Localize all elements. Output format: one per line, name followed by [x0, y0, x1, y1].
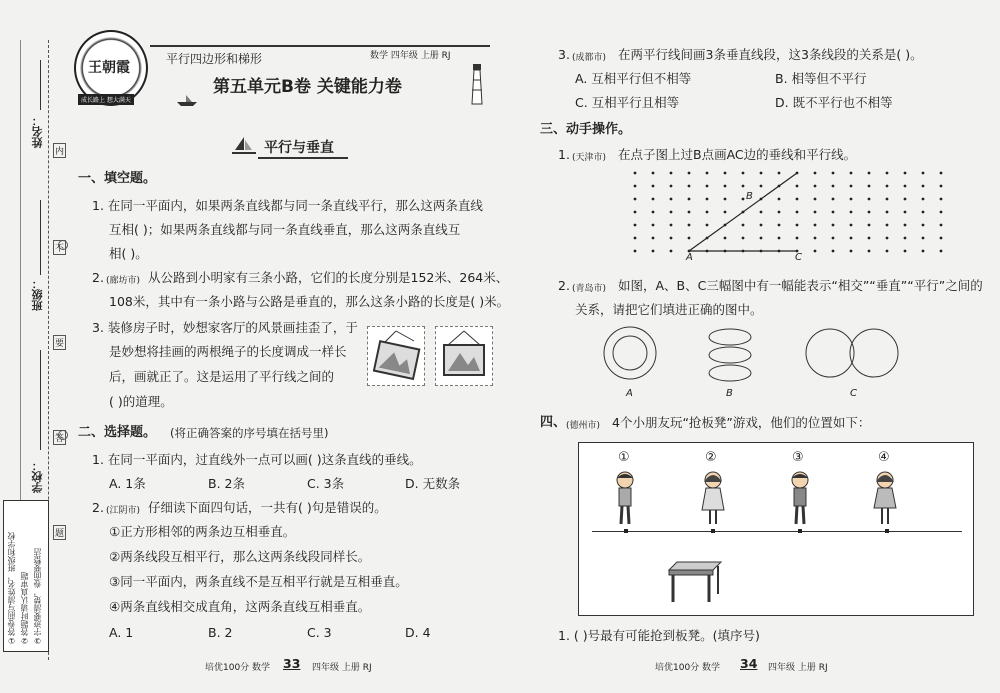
grid-dot [814, 250, 817, 253]
kid-number-3: ③ [792, 450, 804, 465]
q2-region-tag: (廊坊市) [106, 276, 141, 286]
grid-dot [634, 185, 637, 188]
grid-dot [814, 172, 817, 175]
q3-line4: ( )的道理。 [109, 394, 173, 409]
sidebar-circle [58, 240, 68, 250]
grid-dot [724, 237, 727, 240]
grid-dot [832, 224, 835, 227]
school-field[interactable] [40, 350, 41, 450]
grid-dot [706, 185, 709, 188]
grid-dot [742, 224, 745, 227]
sidebar-circle [58, 430, 68, 440]
grid-dot [634, 224, 637, 227]
banner-title: 平行与垂直 [264, 140, 334, 156]
class-label: 班级： [31, 278, 44, 311]
q1-line1: 1. 在同一平面内，如果两条直线都与同一条直线平行，那么这两条直线 [92, 198, 483, 213]
section-choice-note: (将正确答案的序号填在括号里) [170, 426, 329, 440]
mc2-option-c[interactable]: C. 3 [307, 625, 332, 640]
grid-dot [886, 237, 889, 240]
q2-line2: 108米，其中有一条小路与公路是垂直的，那么这条小路的长度是( )米。 [109, 294, 510, 309]
grid-dot [940, 198, 943, 201]
ground-tick [885, 529, 889, 533]
grid-dot [670, 224, 673, 227]
lighthouse-icon [464, 60, 490, 110]
grid-dot [886, 224, 889, 227]
kid-2-figure [698, 470, 728, 532]
section-choice: 二、选择题。 [78, 425, 157, 440]
section-four: 四、 [540, 415, 567, 430]
kid-4-figure [870, 470, 900, 532]
seal-char: 不 [53, 240, 66, 255]
grid-dot [850, 224, 853, 227]
grid-dot [868, 224, 871, 227]
footer-page-number: 33 [283, 656, 301, 671]
mc2-option-d[interactable]: D. 4 [405, 625, 431, 640]
mc3-number: 3. [558, 47, 570, 62]
grid-dot [922, 224, 925, 227]
grid-dot [742, 237, 745, 240]
figure-a-label: A [626, 388, 633, 399]
ground-line [592, 531, 962, 532]
q3-line3: 后，画就正了。这是运用了平行线之间的 [109, 369, 335, 384]
grid-dot [868, 250, 871, 253]
header-title: 第五单元B卷 关键能力卷 [213, 77, 402, 97]
mc2-number: 2. [92, 500, 104, 515]
mc2-question: 仔细读下面四句话，一共有( )句是错误的。 [148, 500, 387, 515]
mc1-option-d[interactable]: D. 无数条 [405, 476, 461, 491]
grid-dot [760, 172, 763, 175]
grid-dot [886, 172, 889, 175]
kid-1-figure [610, 470, 640, 532]
grid-dot [904, 237, 907, 240]
grid-dot [634, 172, 637, 175]
mc2-region-tag: (江阴市) [106, 506, 141, 516]
point-b-label: B [746, 191, 753, 202]
grid-dot [940, 250, 943, 253]
q3-line2: 是妙想将挂画的两根绳子的长度调成一样长 [109, 344, 347, 359]
name-label: 姓名： [31, 115, 44, 148]
footer-brand: 培优100分 数学 [655, 663, 721, 673]
op1-region-tag: (天津市) [572, 153, 607, 163]
grid-dot [904, 198, 907, 201]
mc2-statement-2: ②两条线段互相平行，那么这两条线段同样长。 [109, 549, 371, 564]
grid-dot [670, 211, 673, 214]
grid-dot [760, 224, 763, 227]
straight-painting-image [435, 326, 493, 386]
op2-line2: 关系，请把它们填进正确的图中。 [575, 302, 763, 317]
grid-dot [742, 185, 745, 188]
mc3-region-tag: (成都市) [572, 53, 607, 63]
grid-dot [742, 198, 745, 201]
footer-page-number: 34 [740, 656, 758, 671]
mc2-statement-3: ③同一平面内，两条直线不是互相平行就是互相垂直。 [109, 574, 408, 589]
mc1-option-b[interactable]: B. 2条 [208, 476, 245, 491]
grid-dot [940, 211, 943, 214]
venn-figure-b [705, 325, 755, 389]
grid-dot [652, 198, 655, 201]
mc3-option-c[interactable]: C. 互相平行且相等 [575, 95, 680, 110]
grid-dot [634, 250, 637, 253]
grid-dot [796, 224, 799, 227]
grid-dot [760, 211, 763, 214]
grid-dot [850, 211, 853, 214]
q1-line2: 互相( )；如果两条直线都与同一条直线垂直，那么这两条直线互 [109, 222, 461, 237]
grid-dot [652, 250, 655, 253]
boat-icon [176, 92, 198, 111]
grid-dot [670, 250, 673, 253]
grid-dot [868, 211, 871, 214]
mc1-question: 1. 在同一平面内，过直线外一点可以画( )这条直线的垂线。 [92, 452, 422, 467]
section-operation: 三、动手操作。 [540, 122, 632, 137]
q1-line3: 相( )。 [109, 246, 148, 261]
banner-sail-icon [232, 136, 256, 160]
kid-number-4: ④ [878, 450, 890, 465]
grid-dot [904, 211, 907, 214]
grid-dot [652, 224, 655, 227]
grid-dot [778, 224, 781, 227]
right-page [500, 0, 1000, 693]
grid-dot [886, 198, 889, 201]
grid-dot [688, 172, 691, 175]
q2-number: 2. [92, 270, 104, 285]
grid-dot [850, 172, 853, 175]
ground-tick [624, 529, 628, 533]
op2-number: 2. [558, 278, 570, 293]
grid-dot [868, 237, 871, 240]
point-a-label: A [686, 252, 693, 263]
grid-dot [778, 198, 781, 201]
mc1-option-c[interactable]: C. 3条 [307, 476, 345, 491]
grid-dot [652, 172, 655, 175]
grid-dot [832, 211, 835, 214]
grid-dot [688, 224, 691, 227]
grid-dot [814, 211, 817, 214]
final-question: 1. ( )号最有可能抢到板凳。(填序号) [558, 628, 760, 643]
grid-dot [670, 198, 673, 201]
grid-dot [670, 237, 673, 240]
grid-dot [742, 172, 745, 175]
grid-dot [832, 172, 835, 175]
seal-char: 内 [53, 143, 66, 158]
grid-dot [652, 211, 655, 214]
grid-dot [886, 211, 889, 214]
grid-dot [922, 237, 925, 240]
tip-3: ③字迹要清楚，卷面要整洁 [33, 548, 42, 645]
grid-dot [922, 250, 925, 253]
mc3-option-b[interactable]: B. 相等但不平行 [775, 71, 867, 86]
figure-b-label: B [726, 388, 733, 399]
grid-dot [904, 224, 907, 227]
grid-dot [724, 211, 727, 214]
grid-dot [922, 198, 925, 201]
grid-dot [832, 237, 835, 240]
grid-dot [868, 172, 871, 175]
grid-dot [670, 185, 673, 188]
op2-line1: 如图，A、B、C三幅图中有一幅能表示“相交”“垂直”“平行”之间的 [618, 278, 983, 293]
section-fill-blank: 一、填空题。 [78, 171, 157, 186]
grid-dot [778, 172, 781, 175]
grid-dot [706, 172, 709, 175]
grid-dot [940, 172, 943, 175]
venn-figure-c [802, 325, 902, 385]
grid-dot [724, 185, 727, 188]
grid-dot [796, 185, 799, 188]
op1-number: 1. [558, 147, 570, 162]
school-label: 学校： [31, 460, 44, 493]
seal-char: 题 [53, 525, 66, 540]
banner-rule [258, 157, 348, 159]
grid-dot [832, 198, 835, 201]
grid-dot [832, 185, 835, 188]
footer-brand: 培优100分 数学 [205, 663, 271, 673]
q3-line1: 3. 装修房子时，妙想家客厅的风景画挂歪了，于 [92, 320, 358, 335]
mc2-option-a[interactable]: A. 1 [109, 625, 134, 640]
grid-dot [886, 185, 889, 188]
footer-grade: 四年级 上册 RJ [768, 663, 828, 673]
header-meta: 数学 四年级 上册 RJ [370, 51, 451, 61]
kid-3-figure [785, 470, 815, 532]
grid-dot [760, 237, 763, 240]
grid-dot [850, 237, 853, 240]
grid-dot [706, 224, 709, 227]
grid-dot [850, 185, 853, 188]
mc3-option-d[interactable]: D. 既不平行也不相等 [775, 95, 893, 110]
grid-dot [760, 185, 763, 188]
mc2-option-b[interactable]: B. 2 [208, 625, 233, 640]
grid-dot [796, 211, 799, 214]
crooked-painting-image [367, 326, 425, 386]
mc1-option-a[interactable]: A. 1条 [109, 476, 146, 491]
grid-dot [688, 198, 691, 201]
grid-dot [778, 237, 781, 240]
grid-dot [850, 250, 853, 253]
ground-tick [711, 529, 715, 533]
grid-dot [904, 185, 907, 188]
grid-dot [904, 172, 907, 175]
grid-dot [724, 198, 727, 201]
grid-dot [940, 185, 943, 188]
grid-dot [724, 172, 727, 175]
logo-text: 王朝霞 [88, 60, 130, 76]
grid-dot [922, 185, 925, 188]
mc2-statement-1: ①正方形相邻的两条边互相垂直。 [109, 524, 296, 539]
figure-c-label: C [850, 388, 857, 399]
grid-dot [634, 198, 637, 201]
grid-dot [886, 250, 889, 253]
point-c-label: C [795, 252, 802, 263]
grid-dot [706, 211, 709, 214]
grid-dot [814, 237, 817, 240]
mc3-option-a[interactable]: A. 互相平行但不相等 [575, 71, 692, 86]
grid-dot [868, 185, 871, 188]
grid-dot [850, 198, 853, 201]
tip-2: ②答题时请认真审题 [20, 572, 29, 645]
grid-dot [814, 185, 817, 188]
grid-dot [670, 172, 673, 175]
grid-dot [922, 172, 925, 175]
seal-char: 要 [53, 335, 66, 350]
grid-dot [940, 237, 943, 240]
grid-dot [814, 224, 817, 227]
grid-dot [652, 237, 655, 240]
op2-region-tag: (青岛市) [572, 284, 607, 294]
grid-dot [922, 211, 925, 214]
grid-dot [778, 211, 781, 214]
grid-dot [706, 198, 709, 201]
grid-dot [940, 224, 943, 227]
grid-dot [688, 211, 691, 214]
mc2-statement-4: ④两条直线相交成直角，这两条直线互相垂直。 [109, 599, 371, 614]
header-topic: 平行四边形和梯形 [166, 52, 263, 66]
grid-dot [634, 211, 637, 214]
ground-tick [798, 529, 802, 533]
grid-dot [688, 237, 691, 240]
venn-figure-a [600, 325, 660, 385]
grid-dot [868, 198, 871, 201]
grid-dot [796, 237, 799, 240]
binding-line-outer [20, 40, 21, 500]
grid-dot [904, 250, 907, 253]
op1-question: 在点子图上过B点画AC边的垂线和平行线。 [618, 147, 857, 162]
logo-sub: 成长路上 想大满天 [78, 94, 134, 105]
kid-number-1: ① [618, 450, 630, 465]
grid-dot [814, 198, 817, 201]
class-field[interactable] [40, 200, 41, 275]
mc3-question: 在两平行线间画3条垂直线段，这3条线段的关系是( )。 [618, 47, 923, 62]
grid-dot [688, 185, 691, 188]
dot-grid [632, 170, 952, 265]
s4-question: 4个小朋友玩“抢板凳”游戏，他们的位置如下： [612, 415, 871, 430]
grid-dot [652, 185, 655, 188]
footer-grade: 四年级 上册 RJ [312, 663, 372, 673]
s4-region-tag: (德州市) [566, 421, 601, 431]
grid-dot [634, 237, 637, 240]
name-field[interactable] [40, 60, 41, 110]
stool-icon [665, 560, 725, 608]
grid-dot [796, 198, 799, 201]
tip-1: ①答卷前写清姓名，班级和学校 [7, 532, 16, 645]
dot-grid-svg [632, 170, 952, 265]
grid-dot [832, 250, 835, 253]
seal-char: 答 [53, 430, 66, 445]
q2-line1: 从公路到小明家有三条小路，它们的长度分别是152米、264米、 [148, 270, 509, 285]
kid-number-2: ② [705, 450, 717, 465]
